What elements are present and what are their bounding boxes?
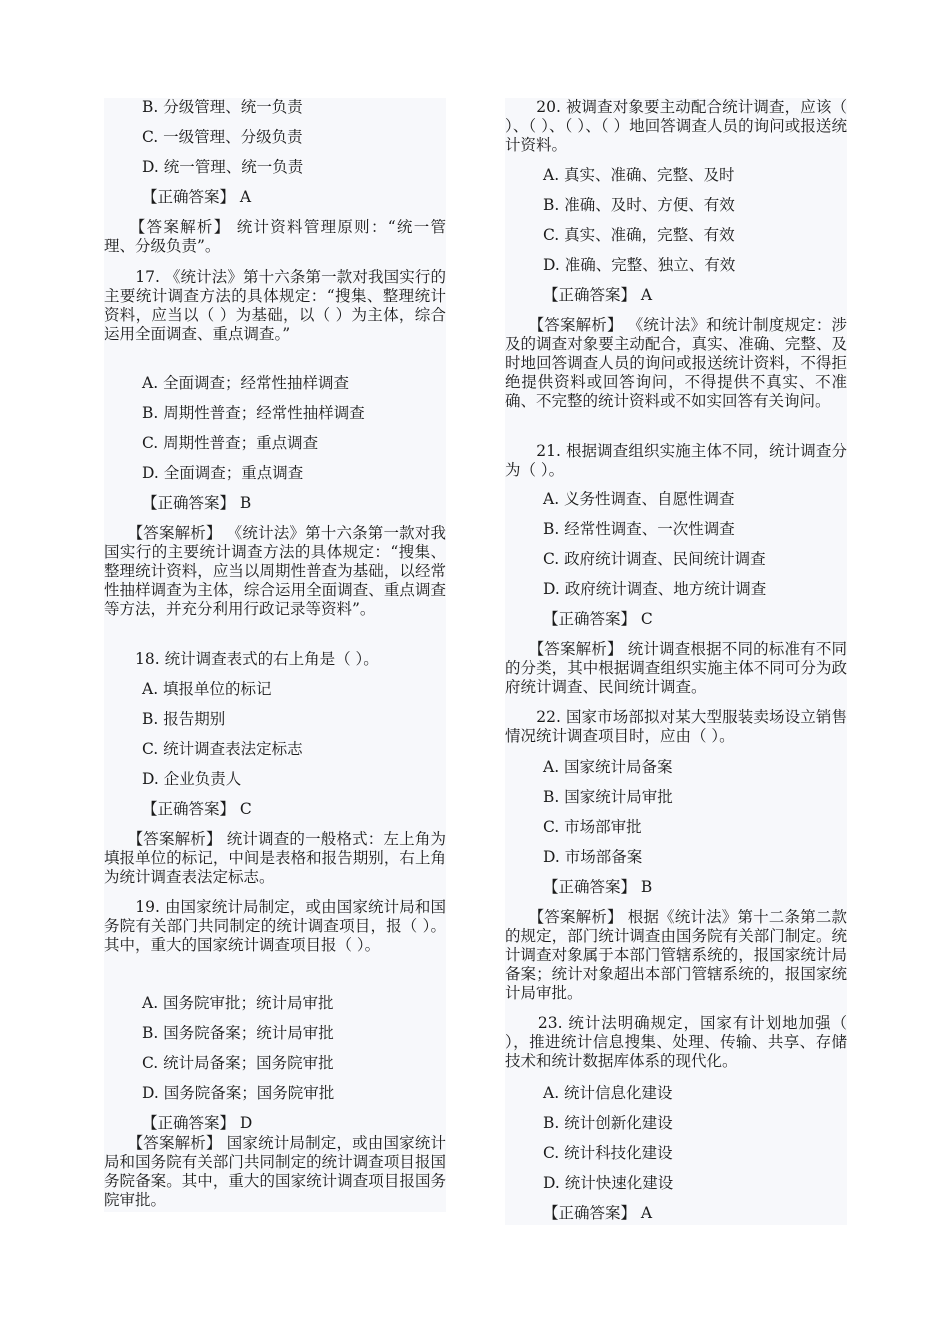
question-18: 18. 统计调查表式的右上角是（ ）。 [104, 650, 379, 668]
q20-answer-analysis: 【答案解析】 《统计法》和统计制度规定：涉及的调查对象要主动配合，真实、准确、完整、及时地回答调查人员的询问或报送统计资料，不得拒绝提供资料或回答询问，不得提供不真实、不准确、不完整的统计资料或不如实回答有关询问。 [505, 316, 847, 410]
option-c: C. 一级管理、分级负责 [142, 128, 303, 146]
q22-answer-analysis: 【答案解析】 根据《统计法》第十二条第二款的规定，部门统计调查由国务院有关部门制定。统计调查对象属于本部门管辖系统的，报国家统计局备案；统计对象超出本部门管辖系统的，报国家统计局审批。 [505, 908, 847, 1002]
q21-answer-analysis: 【答案解析】 统计调查根据不同的标准有不同的分类，其中根据调查组织实施主体不同可分为政府统计调查、民间统计调查。 [505, 640, 847, 696]
q22-option-b: B. 国家统计局审批 [543, 788, 673, 806]
q20-option-b: B. 准确、及时、方便、有效 [543, 196, 735, 214]
question-19: 19. 由国家统计局制定，或由国家统计局和国务院有关部门共同制定的统计调查项目，报（ ）。其中，重大的国家统计调查项目报（ ）。 [104, 898, 446, 954]
q20-correct-answer: 【正确答案】 A [543, 286, 653, 304]
question-21: 21. 根据调查组织实施主体不同，统计调查分为（ ）。 [505, 442, 847, 479]
q21-option-b: B. 经常性调查、一次性调查 [543, 520, 735, 538]
q22-option-a: A. 国家统计局备案 [543, 758, 673, 776]
q19-answer-analysis: 【答案解析】 国家统计局制定，或由国家统计局和国务院有关部门共同制定的统计调查项目报国务院备案。其中，重大的国家统计调查项目报国务院审批。 [104, 1134, 446, 1209]
q19-option-a: A. 国务院审批；统计局审批 [142, 994, 334, 1012]
q22-option-d: D. 市场部备案 [543, 848, 643, 866]
q18-option-a: A. 填报单位的标记 [142, 680, 272, 698]
option-b: B. 分级管理、统一负责 [142, 98, 303, 116]
q18-option-b: B. 报告期别 [142, 710, 226, 728]
q19-option-d: D. 国务院备案；国务院审批 [142, 1084, 335, 1102]
left-column [104, 98, 446, 1212]
question-23: 23. 统计法明确规定，国家有计划地加强（ ），推进统计信息搜集、处理、传输、共享、存储技术和统计数据库体系的现代化。 [505, 1014, 847, 1070]
q18-answer-analysis: 【答案解析】 统计调查的一般格式：左上角为填报单位的标记，中间是表格和报告期别，右上角为统计调查表法定标志。 [104, 830, 446, 886]
q23-option-b: B. 统计创新化建设 [543, 1114, 673, 1132]
q18-option-c: C. 统计调查表法定标志 [142, 740, 303, 758]
option-d: D. 统一管理、统一负责 [142, 158, 304, 176]
q17-answer-analysis: 【答案解析】 《统计法》第十六条第一款对我国实行的主要统计调查方法的具体规定：“搜集、整理统计资料，应当以周期性普查为基础，以经常性抽样调查为主体，综合运用全面调查、重点调查等方法，并充分利用行政记录等资料”。 [104, 524, 446, 618]
q17-option-c: C. 周期性普查；重点调查 [142, 434, 319, 452]
q21-option-a: A. 义务性调查、自愿性调查 [543, 490, 735, 508]
q20-option-a: A. 真实、准确、完整、及时 [543, 166, 735, 184]
q19-correct-answer: 【正确答案】 D [142, 1114, 253, 1132]
question-20: 20. 被调查对象要主动配合统计调查，应该（ ）、（ ）、（ ）、（ ）地回答调查人员的询问或报送统计资料。 [505, 98, 847, 154]
q19-option-b: B. 国务院备案；统计局审批 [142, 1024, 334, 1042]
q18-correct-answer: 【正确答案】 C [142, 800, 252, 818]
answer-analysis: 【答案解析】 统计资料管理原则：“统一管理、分级负责”。 [104, 218, 446, 255]
q19-option-c: C. 统计局备案；国务院审批 [142, 1054, 334, 1072]
question-17: 17. 《统计法》第十六条第一款对我国实行的主要统计调查方法的具体规定：“搜集、整理统计资料，应当以（ ）为基础，以（ ）为主体，综合运用全面调查、重点调查。” [104, 268, 446, 343]
q20-option-d: D. 准确、完整、独立、有效 [543, 256, 736, 274]
q21-correct-answer: 【正确答案】 C [543, 610, 653, 628]
q23-option-a: A. 统计信息化建设 [543, 1084, 673, 1102]
q21-option-d: D. 政府统计调查、地方统计调查 [543, 580, 767, 598]
question-22: 22. 国家市场部拟对某大型服装卖场设立销售情况统计调查项目时，应由（ ）。 [505, 708, 847, 745]
q18-option-d: D. 企业负责人 [142, 770, 242, 788]
q20-option-c: C. 真实、准确，完整、有效 [543, 226, 735, 244]
q22-option-c: C. 市场部审批 [543, 818, 642, 836]
q23-correct-answer: 【正确答案】 A [543, 1204, 653, 1222]
q17-option-b: B. 周期性普查；经常性抽样调查 [142, 404, 365, 422]
q17-option-d: D. 全面调查；重点调查 [142, 464, 304, 482]
q17-option-a: A. 全面调查；经常性抽样调查 [142, 374, 350, 392]
correct-answer: 【正确答案】 A [142, 188, 252, 206]
q23-option-d: D. 统计快速化建设 [543, 1174, 674, 1192]
q23-option-c: C. 统计科技化建设 [543, 1144, 673, 1162]
q17-correct-answer: 【正确答案】 B [142, 494, 252, 512]
q22-correct-answer: 【正确答案】 B [543, 878, 653, 896]
q21-option-c: C. 政府统计调查、民间统计调查 [543, 550, 766, 568]
right-column [505, 98, 847, 1225]
